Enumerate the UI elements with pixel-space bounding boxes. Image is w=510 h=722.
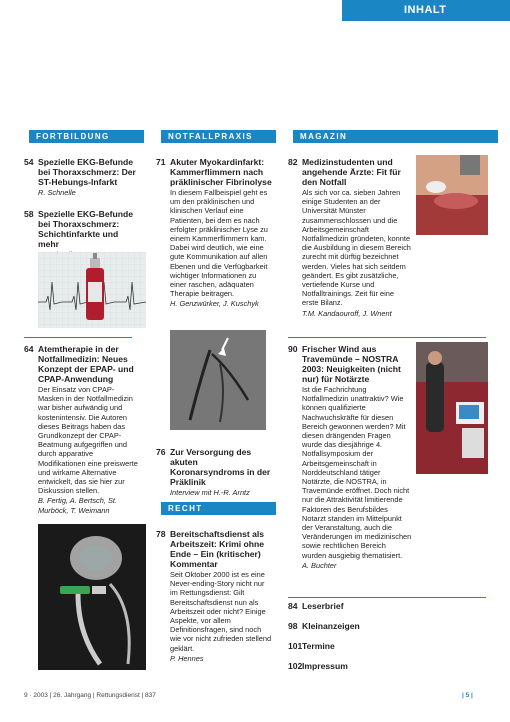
article-title: Bereitschaftsdienst als Arbeitszeit: Krimi ohne Ende – Ein (kritischer) Kommentar [170, 529, 265, 569]
article-title: Spezielle EKG-Befunde bei Thoraxschmerz: Schichtinfarkte und mehr [38, 209, 134, 249]
article-101[interactable] [288, 641, 412, 651]
article-title: Impressum [302, 661, 348, 671]
training-photo [416, 155, 488, 235]
nostra-photo [416, 342, 488, 474]
article-64[interactable] [24, 344, 140, 515]
cpap-mask-image [38, 524, 146, 670]
divider [24, 337, 132, 338]
article-102[interactable] [288, 661, 412, 671]
footer-page-number: | 5 | [462, 692, 473, 699]
page-number: 78 [156, 529, 166, 539]
section-label: MAGAZIN [300, 132, 348, 141]
section-label: RECHT [168, 504, 203, 513]
inhalt-tab [342, 0, 510, 21]
page-number: 76 [156, 447, 166, 457]
article-teaser: In diesem Fallbeispiel geht es um den präklinischen und klinischen Verlauf eine Patienten, bei dem es nach erfolgter präklinischer Lyse zu einem Kammerflimmern kam. Dabei wird deutlich, wie eine gute Kommunikation auf allen Ebenen und die Verfügbarkeit wichtiger Informationen zu einer raschen, adäquaten Therapie beitragen. [170, 188, 268, 299]
section-label: FORTBILDUNG [36, 132, 110, 141]
page-number: 102 [288, 661, 303, 671]
article-title: Spezielle EKG-Befunde bei Thoraxschmerz: Der ST-Hebungs-Infarkt [38, 157, 136, 187]
page-number: 101 [288, 641, 303, 651]
article-76[interactable] [156, 447, 272, 497]
article-author: B. Fertig, A. Bertsch, St. Murböck, T. Weimann [38, 496, 117, 515]
article-title: Termine [302, 641, 335, 651]
article-teaser: Seit Oktober 2000 ist es eine Never-ending-Story nicht nur im Rettungsdienst: Gilt Bereitschaftsdienst nun als Arbeitszeit oder nicht? Einige Aspekte, vor allem Definitionsfragen, sind noch wie vor nicht zufrieden stellend geklärt. [170, 570, 272, 653]
article-author: R. Schnelle [38, 188, 76, 197]
page-number: 82 [288, 157, 298, 167]
article-author: T.M. Kandaouroff, J. Wnent [302, 308, 392, 318]
article-84[interactable] [288, 601, 412, 611]
section-notfallpraxis [156, 130, 276, 143]
page-section-title: INHALT [404, 4, 447, 16]
article-54[interactable] [24, 157, 140, 197]
page-number: 54 [24, 157, 34, 167]
divider [288, 337, 486, 338]
page-number: 98 [288, 621, 298, 631]
footer-issue-info: 9 · 2003 | 26. Jahrgang | Rettungsdienst | 837 [24, 692, 156, 699]
article-title: Atemtherapie in der Notfallmedizin: Neues Konzept der EPAP- und CPAP-Anwendung [38, 344, 134, 384]
article-title: Frischer Wind aus Travemünde – NOSTRA 2003: Neuigkeiten (nicht nur) für Notärzte [302, 344, 401, 384]
article-90[interactable] [288, 344, 412, 570]
article-82[interactable] [288, 157, 412, 318]
divider [288, 597, 486, 598]
article-teaser: Ist die Fachrichtung Notfallmedizin unattraktiv? Wie können qualifizierte Nachwuchskräfte für diesen Bereich gewonnen werden? Mit diesen drängenden Fragen wurde das diesjährige 4. Notfallsymposium der Arbeitsgemeinschaft in Norddeutschland tätiger Notärzte, die NOSTRA, in Travemünde eröffnet. Doch nicht nur die Attraktivität limitierende Faktoren des Berufsbildes Notarzt standen im Mittelpunkt der Veranstaltung, auch die Veränderungen im medizinischen sowie rechtlichen Bereich wurden ausgiebig thematisiert. [302, 385, 412, 560]
section-fortbildung [24, 130, 144, 143]
page-number: 71 [156, 157, 166, 167]
article-author: H. Genzwürker, J. Kuschyk [170, 299, 259, 309]
article-author: Interview mit H.-R. Arntz [170, 488, 250, 497]
article-teaser: Der Einsatz von CPAP-Masken in der Notfallmedizin war bisher aufwändig und kostenintensiv. Die Autoren dieses Beitrags haben das Grundkonzept der CPAP-Beatmung aufgegriffen und durch apparative Modifikationen eine preiswerte und wirkame Alternative entwickelt, das sie hier zur Diskussion stellen. [38, 385, 138, 496]
page-number: 58 [24, 209, 34, 219]
angiogram-image [170, 330, 266, 430]
section-label: NOTFALLPRAXIS [168, 132, 253, 141]
ecg-spray-image [38, 252, 146, 328]
article-title: Akuter Myokardinfarkt: Kammerflimmern nach präklinischer Fibrinolyse [170, 157, 272, 187]
article-author: P. Hennes [170, 653, 204, 663]
article-title: Medizinstudenten und angehende Ärzte: Fit für den Notfall [302, 157, 401, 187]
article-71[interactable] [156, 157, 272, 309]
article-author: A. Buchter [302, 560, 337, 570]
article-title: Leserbrief [302, 601, 344, 611]
article-title: Zur Versorgung des akuten Koronarsyndroms in der Präklinik [170, 447, 271, 487]
article-98[interactable] [288, 621, 412, 631]
section-magazin [288, 130, 498, 143]
article-78[interactable] [156, 529, 272, 663]
section-recht [156, 502, 276, 515]
page-number: 84 [288, 601, 298, 611]
page-number: 90 [288, 344, 298, 354]
article-teaser: Als sich vor ca. sieben Jahren einige Studenten an der Universität Münster zusammenschlossen und die Arbeitsgemeinschaft Notfallmedizin gründeten, konnte die Ausbildung in diesem Bereich zurecht mit dürftig bezeichnet werden. Vieles hat sich seitdem geändert. Es gibt zusätzliche, vertiefende Kurse und Notfalltrainings. Zeit für eine erste Bilanz. [302, 188, 411, 308]
page-number: 64 [24, 344, 34, 354]
article-title: Kleinanzeigen [302, 621, 360, 631]
